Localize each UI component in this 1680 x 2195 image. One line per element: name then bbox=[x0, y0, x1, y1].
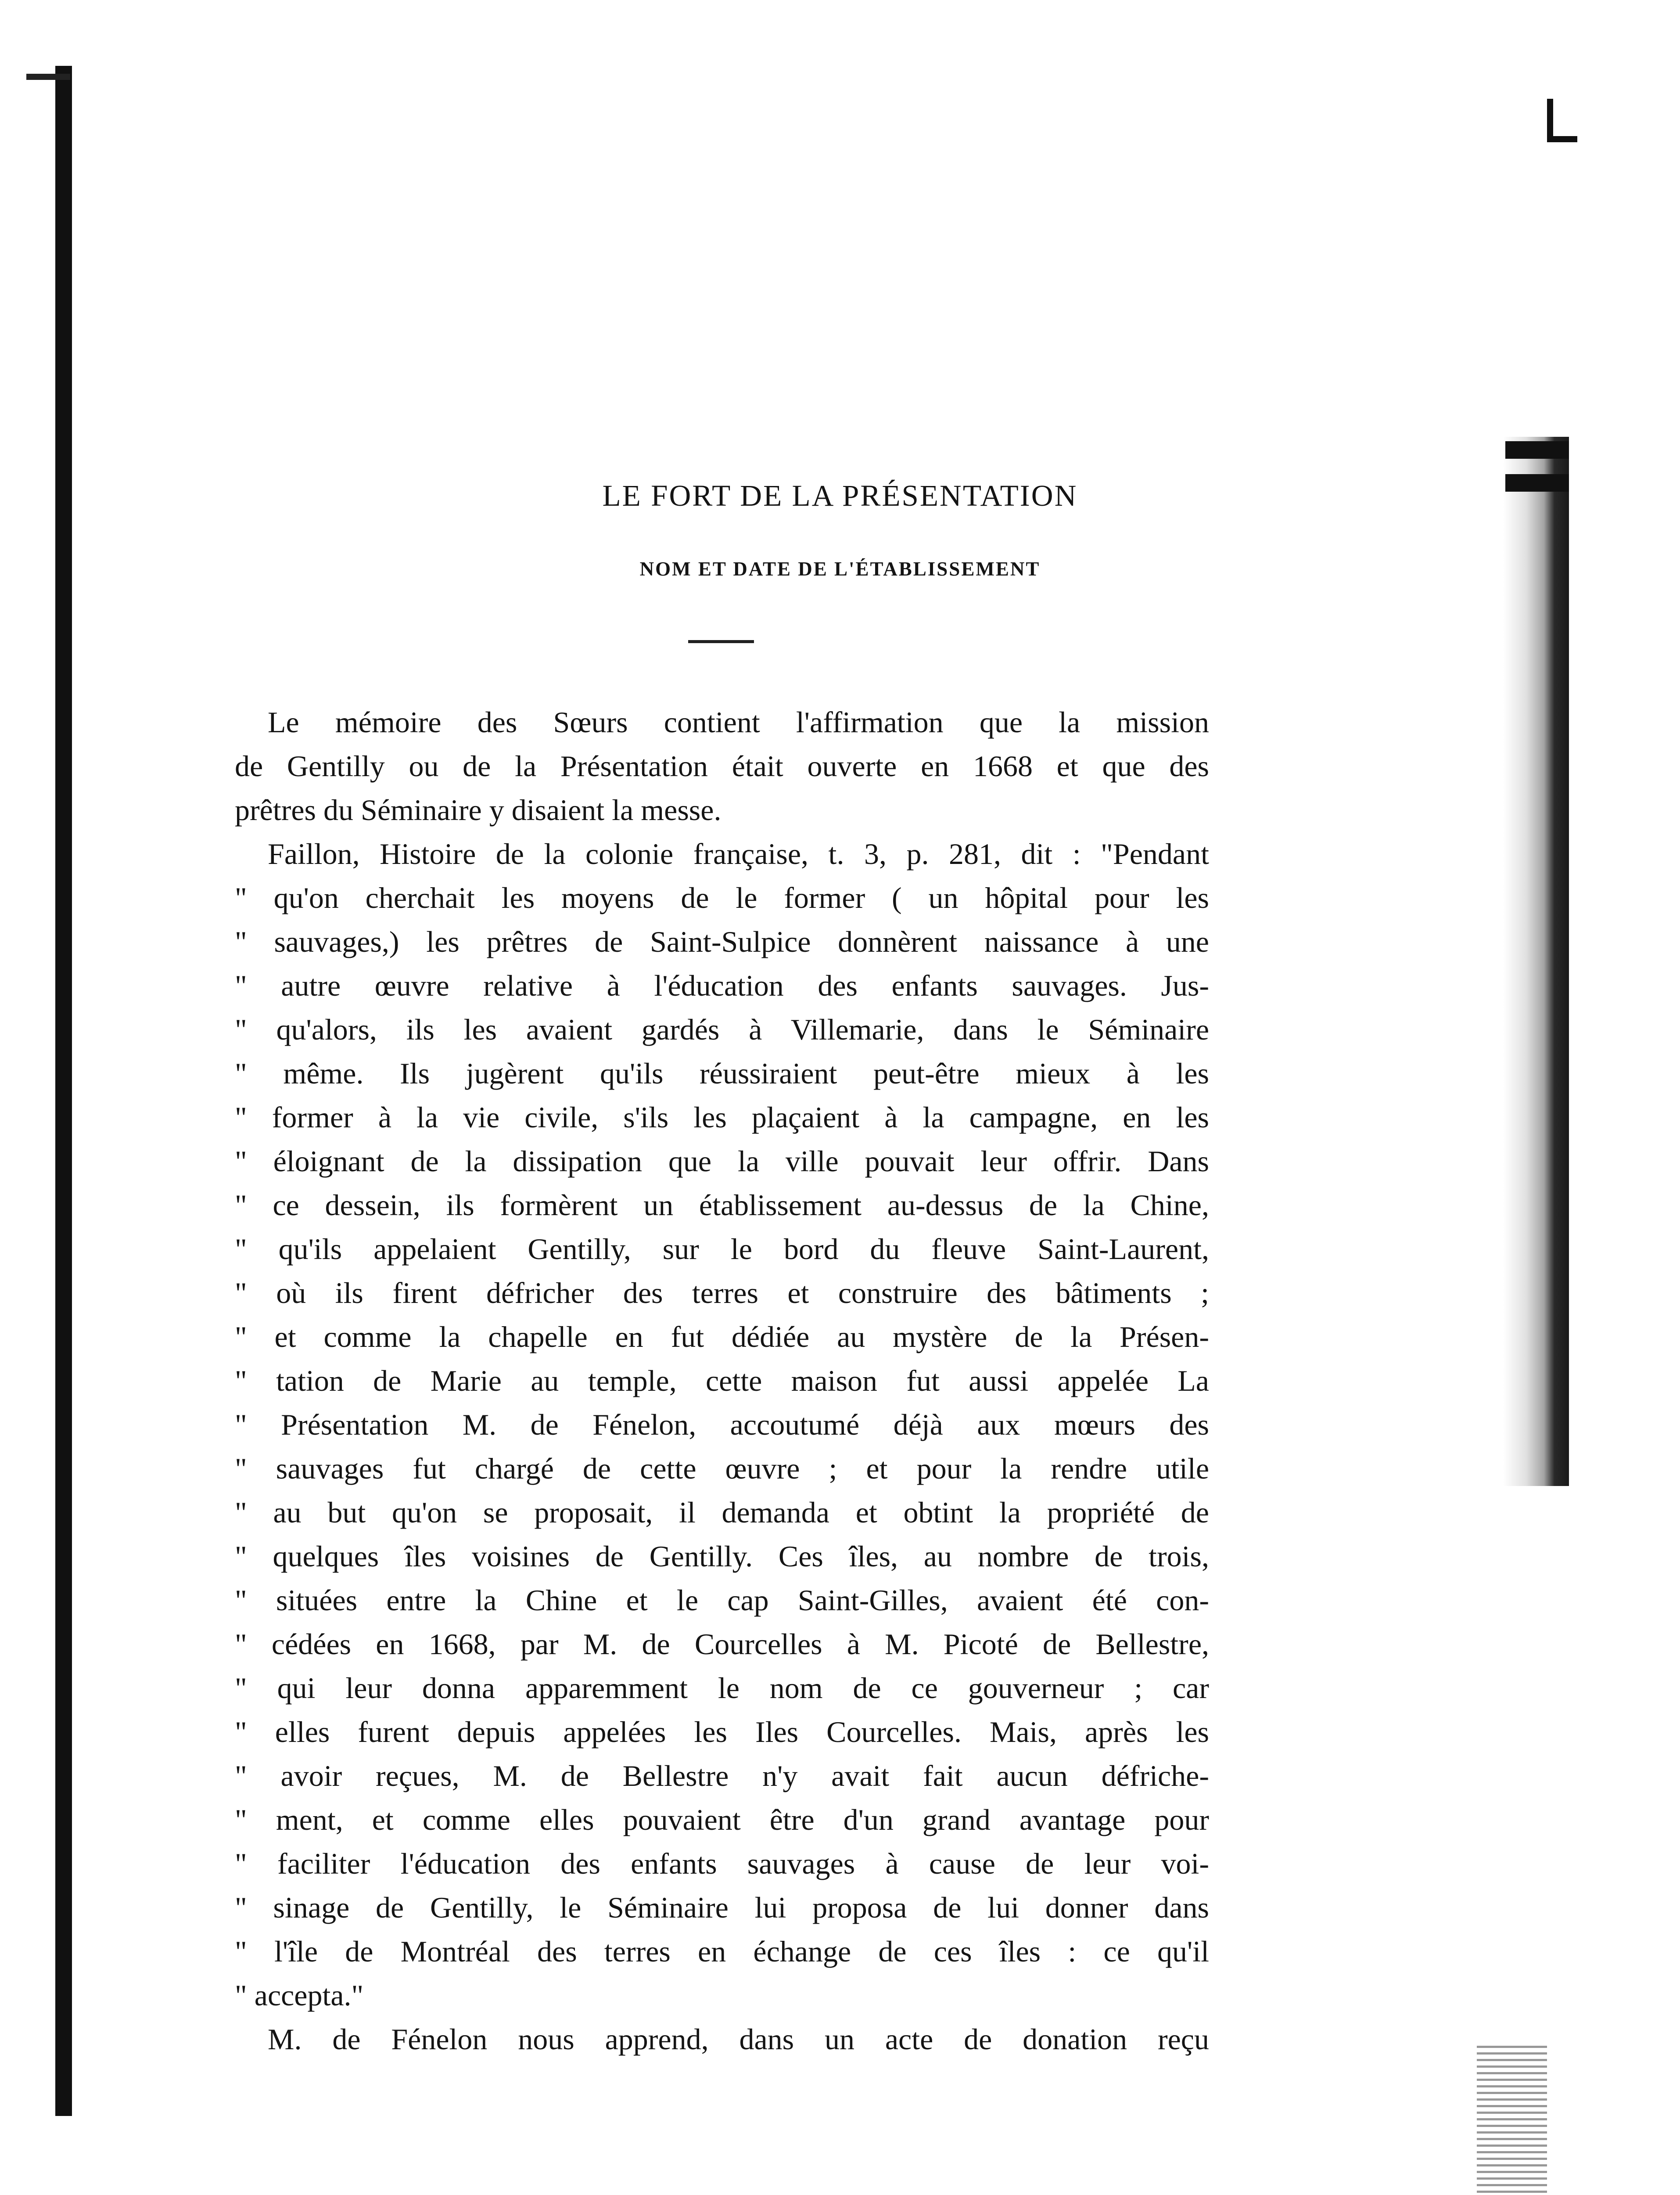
text-line: " qu'alors, ils les avaient gardés à Villemarie, dans le Séminaire bbox=[235, 1013, 1209, 1046]
scan-edge-block bbox=[1505, 441, 1569, 459]
text-line: " ment, et comme elles pouvaient être d'un grand avantage pour bbox=[235, 1803, 1209, 1836]
text-line: " former à la vie civile, s'ils les plaçaient à la campagne, en les bbox=[235, 1101, 1209, 1134]
title-rule bbox=[688, 640, 754, 643]
page-subtitle: NOM ET DATE DE L'ÉTABLISSEMENT bbox=[639, 558, 1041, 580]
text-line: prêtres du Séminaire y disaient la messe. bbox=[235, 793, 722, 827]
text-line: " quelques îles voisines de Gentilly. Ces îles, au nombre de trois, bbox=[235, 1540, 1209, 1573]
text-line: " sauvages fut chargé de cette œuvre ; et pour la rendre utile bbox=[235, 1452, 1209, 1485]
text-line: M. de Fénelon nous apprend, dans un acte de donation reçu bbox=[268, 2022, 1209, 2056]
scan-edge-noise bbox=[1477, 2046, 1547, 2195]
page-title: LE FORT DE LA PRÉSENTATION bbox=[602, 479, 1078, 512]
text-line: " tation de Marie au temple, cette maison fut aussi appelée La bbox=[235, 1364, 1209, 1397]
text-line: " l'île de Montréal des terres en échange de ces îles : ce qu'il bbox=[235, 1935, 1209, 1968]
text-line: " Présentation M. de Fénelon, accoutumé déjà aux mœurs des bbox=[235, 1408, 1209, 1441]
text-line: " avoir reçues, M. de Bellestre n'y avait fait aucun défriche- bbox=[235, 1759, 1209, 1792]
text-line: " au but qu'on se proposait, il demanda et obtint la propriété de bbox=[235, 1496, 1209, 1529]
scan-mark bbox=[26, 74, 70, 80]
text-line: " éloignant de la dissipation que la ville pouvait leur offrir. Dans bbox=[235, 1144, 1209, 1178]
text-line: " faciliter l'éducation des enfants sauvages à cause de leur voi- bbox=[235, 1847, 1209, 1880]
text-line: " où ils firent défricher des terres et construire des bâtiments ; bbox=[235, 1276, 1209, 1310]
text-line: " cédées en 1668, par M. de Courcelles à M. Picoté de Bellestre, bbox=[235, 1627, 1209, 1661]
text-line: " autre œuvre relative à l'éducation des enfants sauvages. Jus- bbox=[235, 969, 1209, 1002]
text-line: " accepta." bbox=[235, 1979, 364, 2012]
text-line: " sauvages,) les prêtres de Saint-Sulpice donnèrent naissance à une bbox=[235, 925, 1209, 958]
text-line: " qu'on cherchait les moyens de le former ( un hôpital pour les bbox=[235, 881, 1209, 914]
text-line: " situées entre la Chine et le cap Saint-Gilles, avaient été con- bbox=[235, 1583, 1209, 1617]
text-line: " qui leur donna apparemment le nom de ce gouverneur ; car bbox=[235, 1671, 1209, 1705]
binding-edge-bar bbox=[55, 66, 72, 2116]
body-text bbox=[235, 700, 1209, 2061]
text-line: Faillon, Histoire de la colonie française, t. 3, p. 281, dit : "Pendant bbox=[268, 837, 1209, 871]
text-line: Le mémoire des Sœurs contient l'affirmation que la mission bbox=[268, 705, 1209, 739]
text-line: de Gentilly ou de la Présentation était ouverte en 1668 et que des bbox=[235, 749, 1209, 783]
scan-edge-strip bbox=[1503, 437, 1569, 1486]
text-line: " et comme la chapelle en fut dédiée au mystère de la Présen- bbox=[235, 1320, 1209, 1353]
text-line: " elles furent depuis appelées les Iles Courcelles. Mais, après les bbox=[235, 1715, 1209, 1749]
text-line: " même. Ils jugèrent qu'ils réussiraient peut-être mieux à les bbox=[235, 1057, 1209, 1090]
text-line: " qu'ils appelaient Gentilly, sur le bord du fleuve Saint-Laurent, bbox=[235, 1232, 1209, 1266]
corner-mark bbox=[1547, 99, 1577, 142]
text-line: " sinage de Gentilly, le Séminaire lui proposa de lui donner dans bbox=[235, 1891, 1209, 1924]
text-line: " ce dessein, ils formèrent un établissement au-dessus de la Chine, bbox=[235, 1188, 1209, 1222]
